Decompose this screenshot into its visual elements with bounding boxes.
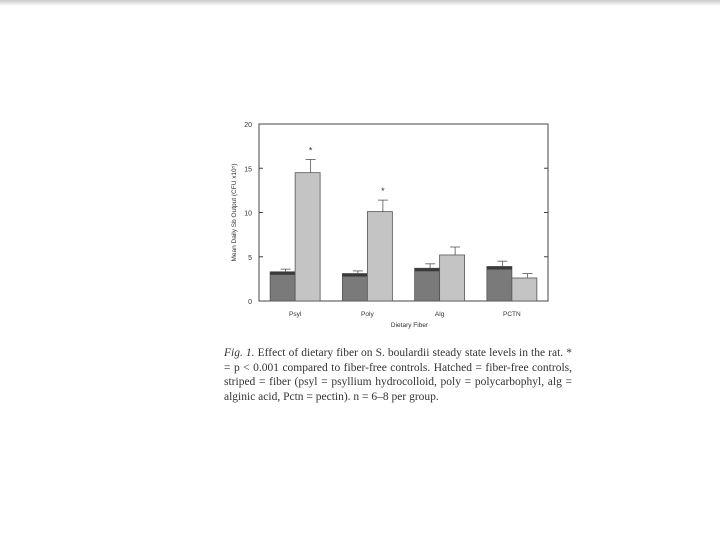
significance-marker: * — [381, 186, 385, 197]
x-category-label: Poly — [361, 311, 374, 318]
x-category-label: Psyl — [288, 311, 302, 318]
bar-top-band — [270, 272, 295, 275]
bar-poly-series-1 — [342, 274, 367, 301]
caption-text: Effect of dietary fiber on S. boulardii steady state levels in the rat. * = p < 0.001 compared to fiber-free controls. Hatched = fiber-free controls, striped = fiber (psyl = psyllium hydrocolloid, poly = polycarbophyl, alg = alginic acid, Pctn = pectin). n = 6–8 per group. — [224, 347, 572, 403]
bar-psyl-series-1 — [270, 272, 295, 301]
bar-top-band — [487, 266, 512, 269]
bar-top-band — [415, 268, 440, 271]
x-category-label: Alg — [434, 311, 445, 318]
bar-alg-series-2 — [440, 255, 465, 301]
caption-lead: Fig. 1. — [224, 347, 255, 359]
y-tick-label: 10 — [244, 210, 252, 218]
y-axis-label: Mean Daily Sb Output (CFU x10⁵) — [231, 163, 238, 262]
y-tick-label: 5 — [248, 254, 252, 262]
bar-alg-series-1 — [415, 268, 440, 301]
x-axis-label: Dietary Fiber — [390, 322, 429, 329]
bar-pctn-series-2 — [512, 278, 537, 301]
bar-pctn-series-1 — [487, 266, 512, 301]
figure-caption — [224, 346, 572, 404]
bar-poly-series-2 — [367, 212, 392, 301]
y-tick-label: 15 — [244, 166, 252, 174]
y-tick-label: 0 — [248, 299, 252, 306]
bar-psyl-series-2 — [295, 173, 320, 301]
bar-top-band — [342, 274, 367, 277]
significance-marker: * — [308, 145, 313, 156]
x-category-label: PCTN — [503, 311, 521, 318]
y-tick-label: 20 — [244, 122, 252, 129]
